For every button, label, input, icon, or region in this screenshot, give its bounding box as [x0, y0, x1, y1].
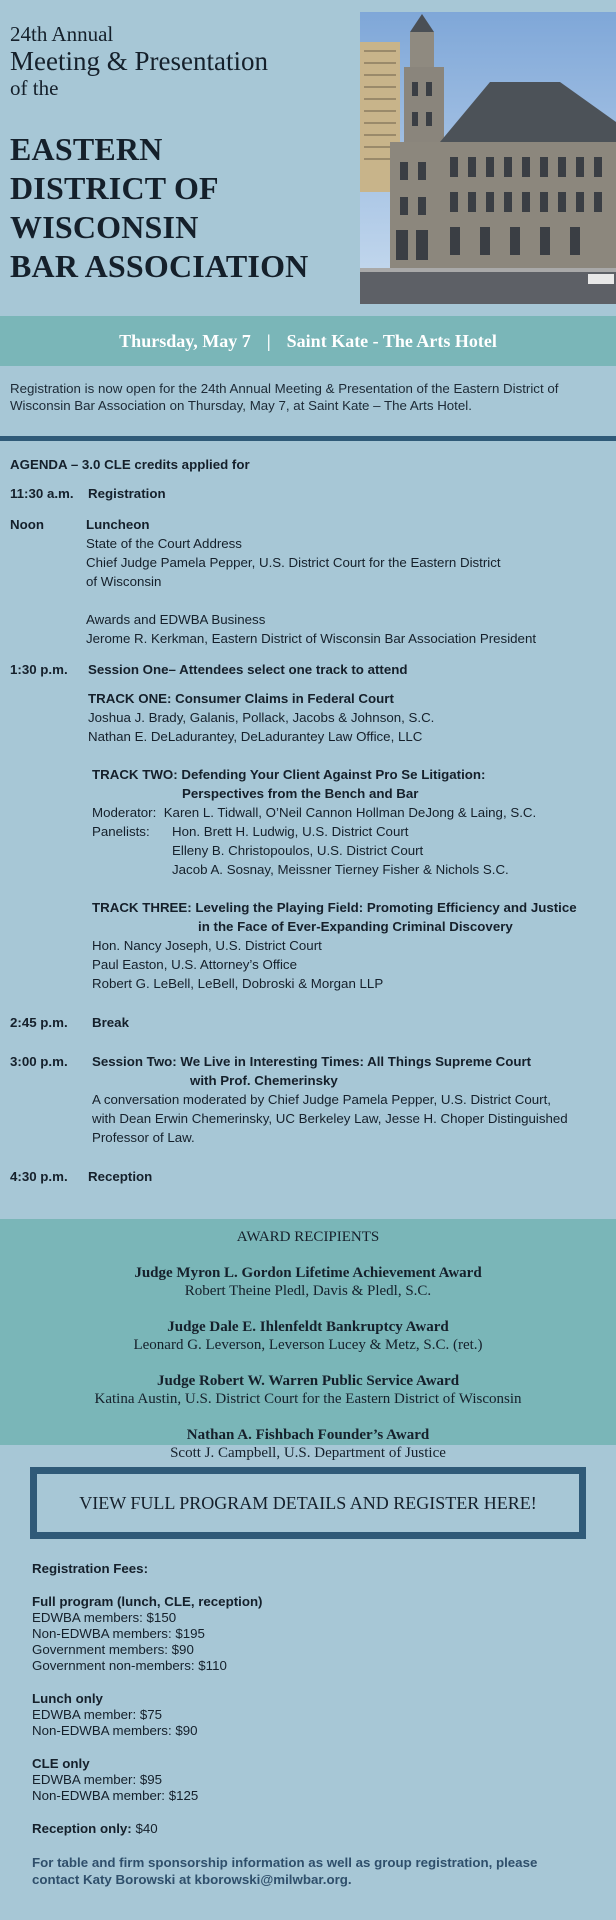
band-separator: |	[266, 330, 271, 351]
agenda-label-cont: with Prof. Chemerinsky	[190, 1073, 338, 1088]
track-speaker: Jacob A. Sosnay, Meissner Tierney Fisher & Nichols S.C.	[172, 862, 509, 877]
title-line-of-the: of the	[10, 76, 59, 100]
fee-group-reception	[32, 1821, 584, 1837]
agenda-label: Registration	[88, 486, 166, 501]
contact-info: For table and firm sponsorship information as well as group registration, please contact Katy Borowski at kborowski@milwbar.org.	[32, 1855, 538, 1887]
header	[0, 0, 616, 316]
org-line: DISTRICT OF	[10, 170, 219, 206]
fee-group-title: Full program (lunch, CLE, reception)	[32, 1594, 263, 1609]
award-item	[0, 1318, 616, 1354]
award-item	[0, 1372, 616, 1408]
fee-group-full	[32, 1594, 584, 1674]
award-recipient: Scott J. Campbell, U.S. Department of Justice	[170, 1445, 446, 1461]
agenda-item-reception	[10, 1167, 606, 1186]
agenda-time: Noon	[10, 517, 44, 532]
agenda-item-session-one	[10, 660, 606, 993]
fee-line: Non-EDWBA member: $125	[32, 1788, 199, 1803]
award-recipient: Katina Austin, U.S. District Court for the Eastern District of Wisconsin	[94, 1391, 522, 1407]
fee-line: Government non-members: $110	[32, 1658, 227, 1673]
agenda-time: 3:00 p.m.	[10, 1054, 68, 1069]
fee-line: EDWBA members: $150	[32, 1610, 177, 1625]
fee-line: Government members: $90	[32, 1642, 194, 1657]
award-item	[0, 1264, 616, 1300]
award-name: Judge Robert W. Warren Public Service Award	[156, 1373, 460, 1389]
award-recipients-section	[0, 1219, 616, 1461]
event-title-block	[10, 22, 360, 286]
agenda-line: with Dean Erwin Chemerinsky, UC Berkeley Law, Jesse H. Choper Distinguished	[92, 1111, 568, 1126]
track-speaker: Elleny B. Christopoulos, U.S. District Court	[172, 843, 424, 858]
fee-group-lunch	[32, 1691, 584, 1739]
intro-text: Registration is now open for the 24th Annual Meeting & Presentation of the Eastern District of Wisconsin Bar Association on Thursday, May 7, at Saint Kate – The Arts Hotel.	[10, 381, 559, 413]
fee-price: $40	[135, 1821, 158, 1836]
org-line: EASTERN	[10, 131, 163, 167]
track-title: TRACK ONE: Consumer Claims in Federal Court	[88, 691, 394, 706]
organization-name	[10, 130, 360, 286]
agenda-label: Luncheon	[86, 517, 150, 532]
track-two	[92, 765, 606, 879]
agenda-line: Awards and EDWBA Business	[86, 612, 266, 627]
track-speaker: Robert G. LeBell, LeBell, Dobroski & Morgan LLP	[92, 976, 384, 991]
agenda-line: Professor of Law.	[92, 1130, 195, 1145]
award-name: Judge Dale E. Ihlenfeldt Bankruptcy Award	[167, 1319, 449, 1335]
fee-line: Non-EDWBA members: $195	[32, 1626, 205, 1641]
date-venue-band	[0, 316, 616, 366]
fee-group-title: Lunch only	[32, 1691, 103, 1706]
track-speaker: Paul Easton, U.S. Attorney’s Office	[92, 957, 297, 972]
registration-fees	[0, 1539, 616, 1888]
org-line: WISCONSIN	[10, 209, 199, 245]
event-date: Thursday, May 7	[119, 330, 251, 351]
fee-group-title: Reception only:	[32, 1821, 132, 1836]
fee-group-cle	[32, 1756, 584, 1804]
track-speaker: Hon. Brett H. Ludwig, U.S. District Court	[172, 824, 409, 839]
track-title-cont: Perspectives from the Bench and Bar	[182, 786, 419, 801]
agenda-label: Session Two: We Live in Interesting Times: All Things Supreme Court	[92, 1054, 532, 1069]
track-speaker: Hon. Nancy Joseph, U.S. District Court	[92, 938, 322, 953]
event-venue: Saint Kate - The Arts Hotel	[286, 330, 497, 351]
agenda-label: Session One– Attendees select one track to attend	[88, 662, 408, 677]
track-speaker: Karen L. Tidwall, O’Neil Cannon Hollman DeJong & Laing, S.C.	[163, 805, 537, 820]
agenda-time: 1:30 p.m.	[10, 662, 68, 677]
courthouse-photo	[360, 12, 616, 304]
agenda-line: State of the Court Address	[86, 536, 242, 551]
agenda-time: 11:30 a.m.	[10, 486, 74, 501]
track-one	[88, 689, 606, 746]
title-line-meeting: Meeting & Presentation	[10, 46, 268, 76]
agenda-line: Chief Judge Pamela Pepper, U.S. District Court for the Eastern District	[86, 555, 501, 570]
track-three	[92, 898, 606, 993]
moderator-label: Moderator:	[92, 805, 157, 820]
fee-line: EDWBA member: $95	[32, 1772, 163, 1787]
agenda-label: Break	[92, 1015, 129, 1030]
fees-heading: Registration Fees:	[32, 1561, 149, 1576]
track-title-cont: in the Face of Ever-Expanding Criminal Discovery	[198, 919, 513, 934]
fee-line: EDWBA member: $75	[32, 1707, 163, 1722]
agenda-label: Reception	[88, 1169, 153, 1184]
award-recipient: Leonard G. Leverson, Leverson Lucey & Metz, S.C. (ret.)	[133, 1337, 483, 1353]
awards-heading: AWARD RECIPIENTS	[236, 1229, 380, 1245]
track-speaker: Joshua J. Brady, Galanis, Pollack, Jacobs & Johnson, S.C.	[88, 710, 435, 725]
agenda-time: 4:30 p.m.	[10, 1169, 68, 1184]
fee-group-title: CLE only	[32, 1756, 90, 1771]
org-line: BAR ASSOCIATION	[10, 248, 309, 284]
agenda-time: 2:45 p.m.	[10, 1015, 68, 1030]
award-name: Nathan A. Fishbach Founder’s Award	[186, 1427, 430, 1443]
track-title: TRACK TWO: Defending Your Client Against Pro Se Litigation:	[92, 767, 486, 782]
agenda-line: of Wisconsin	[86, 574, 162, 589]
agenda-heading: AGENDA – 3.0 CLE credits applied for	[10, 457, 250, 472]
agenda-item-session-two	[10, 1052, 606, 1147]
agenda-section	[0, 441, 616, 1213]
panelists-label: Panelists:	[92, 824, 150, 839]
track-title: TRACK THREE: Leveling the Playing Field: Promoting Efficiency and Justice	[92, 900, 577, 915]
award-name: Judge Myron L. Gordon Lifetime Achievement Award	[134, 1265, 482, 1281]
fee-line: Non-EDWBA members: $90	[32, 1723, 198, 1738]
agenda-item-registration	[10, 484, 606, 503]
agenda-line: A conversation moderated by Chief Judge Pamela Pepper, U.S. District Court,	[92, 1092, 551, 1107]
agenda-line: Jerome R. Kerkman, Eastern District of Wisconsin Bar Association President	[86, 631, 537, 646]
track-speaker: Nathan E. DeLadurantey, DeLadurantey Law Office, LLC	[88, 729, 423, 744]
register-button[interactable]: VIEW FULL PROGRAM DETAILS AND REGISTER HERE!	[30, 1467, 586, 1539]
title-line-annual: 24th Annual	[10, 22, 114, 46]
award-recipient: Robert Theine Pledl, Davis & Pledl, S.C.	[184, 1283, 432, 1299]
agenda-item-luncheon	[10, 515, 606, 648]
agenda-item-break	[10, 1013, 606, 1032]
